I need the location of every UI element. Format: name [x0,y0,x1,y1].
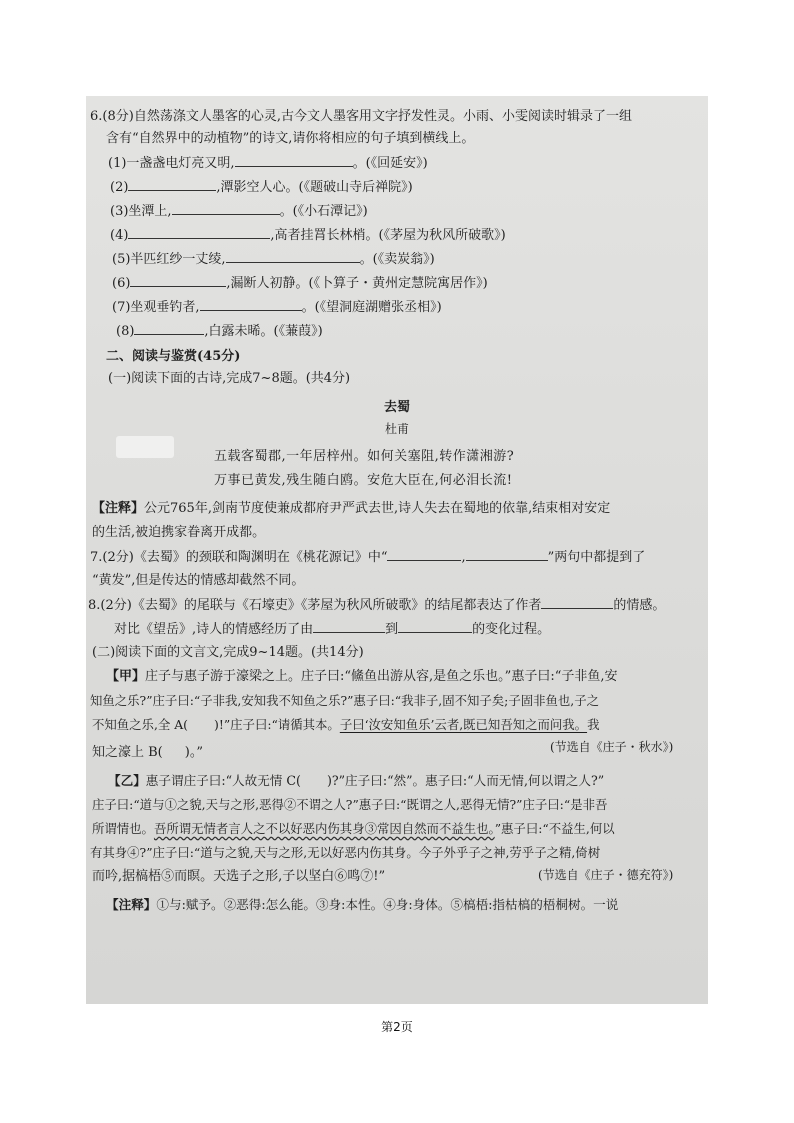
q6-item-5: (5)半匹红纱一丈绫, 。(《卖炭翁》) [112,252,435,267]
q7-line2: “黄发”,但是传达的情感却截然不同。 [92,573,305,588]
poem-title: 去蜀 [383,400,410,415]
q6-item-3: (3)坐潭上, 。(《小石潭记》) [110,204,368,219]
section-title: 二、阅读与鉴赏(45分) [106,349,241,364]
answer-blank[interactable] [466,548,548,561]
q6-intro-line1: 6.(8分)自然荡涤文人墨客的心灵,古今文人墨客用文字抒发性灵。小雨、小雯阅读时辑录了一组 [90,109,632,124]
answer-blank[interactable] [130,274,226,287]
answer-blank[interactable] [172,202,280,215]
passage-yi-line2: 庄子曰:“道与①之貌,天与之形,恶得②不谓之人?”惠子曰:“既谓之人,恶得无情?”庄子曰:“是非吾 [92,797,608,812]
passage-yi-line4: 有其身④?”庄子曰:“道与之貌,天与之形,无以好恶内伤其身。今子外乎子之神,劳乎子之精,倚树 [90,845,601,860]
passage-notes: 【注释】①与:赋予。②恶得:怎么能。③身:本性。④身:身体。⑤槁梧:指枯槁的梧桐树。一说 [106,897,619,912]
passage-jia-line1: 【甲】庄子与惠子游于濠梁之上。庄子曰:“鯈鱼出游从容,是鱼之乐也。”惠子曰:“子非鱼,安 [106,669,618,684]
passage-jia-source: (节选自《庄子・秋水》) [550,740,674,754]
answer-blank[interactable] [387,548,461,561]
answer-blank[interactable] [134,322,204,335]
q7-line1: 7.(2分)《去蜀》的颈联和陶渊明在《桃花源记》中“ , ”两句中都提到了 [90,550,646,565]
q6-intro-line2: 含有“自然界中的动植物”的诗文,请你将相应的句子填到横线上。 [106,131,475,146]
part1-intro: (一)阅读下面的古诗,完成7~8题。(共4分) [108,371,351,386]
q6-item-1: (1)一盏盏电灯亮又明, 。(《回延安》) [108,156,428,171]
scan-smudge [116,436,174,458]
passage-yi-line5: 而吟,据槁梧⑤而瞑。天选子之形,子以坚白⑥鸣⑦!” [92,869,386,884]
answer-blank[interactable] [226,250,360,263]
passage-yi-source: (节选自《庄子・德充符》) [538,868,674,882]
page-number: 第2页 [381,1020,413,1034]
answer-blank[interactable] [541,596,613,609]
q8-line2: 对比《望岳》,诗人的情感经历了由 到 的变化过程。 [114,622,551,637]
q8-line1: 8.(2分)《去蜀》的尾联与《石壕吏》《茅屋为秋风所破歌》的结尾都表达了作者 的情感。 [88,598,666,613]
q6-item-4: (4) ,高者挂罥长林梢。(《茅屋为秋风所破歌》) [110,228,506,243]
answer-blank[interactable] [200,298,302,311]
q6-item-6: (6) ,漏断人初静。(《卜算子・黄州定慧院寓居作》) [112,276,488,291]
poem-line-2: 万事已黄发,残生随白鸥。安危大臣在,何必泪长流! [214,473,513,488]
answer-blank[interactable] [313,620,385,633]
answer-blank[interactable] [128,178,216,191]
passage-yi-line3: 所谓情也。吾所谓无情者言人之不以好恶内伤其身③常因自然而不益生也。”惠子曰:“不益生,何以 [92,821,615,836]
passage-jia-line4: 知之濠上 B( )。” [92,745,203,760]
poem-line-1: 五载客蜀郡,一年居梓州。如何关塞阻,转作潇湘游? [214,449,515,464]
answer-blank[interactable] [235,154,353,167]
passage-yi-line1: 【乙】惠子谓庄子曰:“人故无情 C( )?”庄子曰:“然”。惠子曰:“人而无情,何以谓之人?” [108,773,605,788]
poem-note-line2: 的生活,被迫携家眷离开成都。 [92,525,266,540]
part2-intro: (二)阅读下面的文言文,完成9~14题。(共14分) [92,645,364,660]
passage-jia-line3: 不知鱼之乐,全 A( )!”庄子曰:“请循其本。子曰‘汝安知鱼乐’云者,既已知吾知之而问我。我 [92,717,600,732]
answer-blank[interactable] [128,226,270,239]
answer-blank[interactable] [398,620,472,633]
q6-item-7: (7)坐观垂钓者, 。(《望洞庭湖赠张丞相》) [112,300,442,315]
poem-author: 杜甫 [384,422,409,436]
q6-item-8: (8) ,白露未晞。(《蒹葭》) [116,324,323,339]
q6-item-2: (2) ,潭影空人心。(《题破山寺后禅院》) [110,180,413,195]
exam-page-photo [86,96,708,1004]
poem-note: 【注释】公元765年,剑南节度使兼成都府尹严武去世,诗人失去在蜀地的依靠,结束相对安定 [92,501,611,516]
passage-jia-line2: 知鱼之乐?”庄子曰:“子非我,安知我不知鱼之乐?”惠子曰:“我非子,固不知子矣;子固非鱼也,子之 [90,693,600,708]
